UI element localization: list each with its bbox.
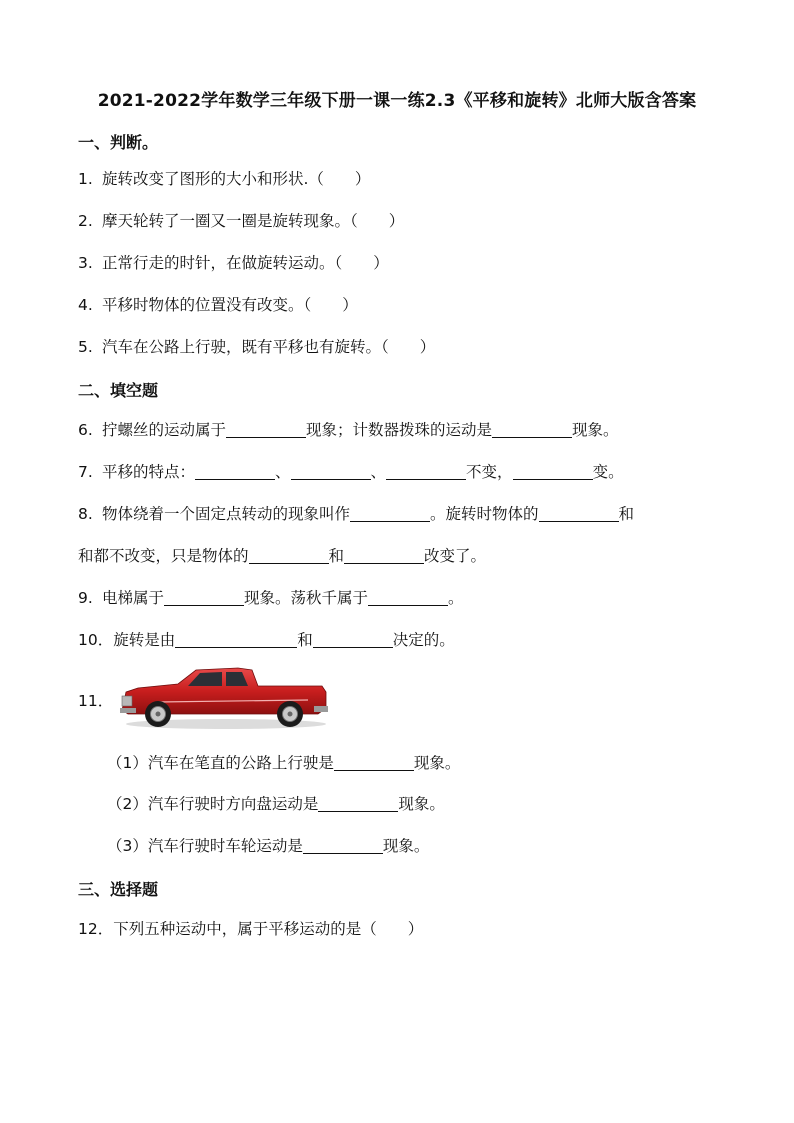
answer-blank[interactable] xyxy=(492,421,572,438)
answer-blank[interactable] xyxy=(226,421,306,438)
question-text: 旋转是由 xyxy=(113,631,176,649)
section-judge-heading: 一、判断。 xyxy=(78,133,159,152)
question-11-part-2 xyxy=(107,793,445,815)
question-text: 旋转改变了图形的大小和形状.（ ） xyxy=(102,170,371,188)
answer-blank[interactable] xyxy=(350,505,430,522)
question-text: 电梯属于 xyxy=(102,589,165,607)
answer-blank[interactable] xyxy=(334,754,414,771)
question-number: 1. xyxy=(78,170,93,188)
answer-blank[interactable] xyxy=(344,547,424,564)
question-number: 5. xyxy=(78,338,93,356)
question-text: 下列五种运动中，属于平移运动的是（ ） xyxy=(113,920,424,938)
question-number: 3. xyxy=(78,254,93,272)
answer-blank[interactable] xyxy=(386,463,466,480)
question-text: 。旋转时物体的 xyxy=(430,505,539,523)
question-text: 拧螺丝的运动属于 xyxy=(102,421,227,439)
question-number: 4. xyxy=(78,296,93,314)
question-text: 现象。 xyxy=(413,754,461,772)
question-8-line-1 xyxy=(78,503,634,525)
question-number: 9. xyxy=(78,589,93,607)
question-text: 、 xyxy=(370,463,387,481)
question-number: 6. xyxy=(78,421,93,439)
question-10 xyxy=(78,629,455,651)
question-12 xyxy=(78,918,423,940)
question-text: 和 xyxy=(618,505,635,523)
question-text: 现象。 xyxy=(398,795,445,813)
question-number: 2. xyxy=(78,212,93,230)
question-number: 10． xyxy=(78,631,114,649)
question-text: 。 xyxy=(448,589,464,607)
question-9 xyxy=(78,587,464,609)
question-text: 变。 xyxy=(592,463,624,481)
question-text: 现象。 xyxy=(572,421,619,439)
question-8-line-2 xyxy=(78,545,486,567)
section-choice-heading: 三、选择题 xyxy=(78,880,159,899)
question-text: （2）汽车行驶时方向盘运动是 xyxy=(107,795,319,813)
answer-blank[interactable] xyxy=(513,463,593,480)
question-1 xyxy=(78,168,370,190)
answer-blank[interactable] xyxy=(539,505,619,522)
question-text: 和都不改变，只是物体的 xyxy=(78,547,249,565)
page-title: 2021-2022学年数学三年级下册一课一练2.3《平移和旋转》北师大版含答案 xyxy=(97,91,697,111)
question-text: 现象；计数器拨珠的运动是 xyxy=(306,421,493,439)
question-text: 不变， xyxy=(466,463,513,481)
question-text: 现象。荡秋千属于 xyxy=(244,589,369,607)
question-text: 现象。 xyxy=(382,837,430,855)
answer-blank[interactable] xyxy=(195,463,275,480)
question-text: 平移的特点： xyxy=(102,463,196,481)
answer-blank[interactable] xyxy=(313,631,393,648)
answer-blank[interactable] xyxy=(368,589,448,606)
question-3 xyxy=(78,252,389,274)
question-text: 物体绕着一个固定点转动的现象叫作 xyxy=(102,505,351,523)
answer-blank[interactable] xyxy=(164,589,244,606)
question-11-number: 11． xyxy=(78,692,114,710)
question-text: （1）汽车在笔直的公路上行驶是 xyxy=(107,754,334,772)
question-text: 正常行走的时针，在做旋转运动。（ ） xyxy=(102,254,389,272)
question-text: 和 xyxy=(297,631,313,649)
question-text: 汽车在公路上行驶，既有平移也有旋转。（ ） xyxy=(102,338,436,356)
question-text: （3）汽车行驶时车轮运动是 xyxy=(107,837,303,855)
question-number: 8. xyxy=(78,505,93,523)
question-text: 决定的。 xyxy=(392,631,455,649)
red-pickup-truck-image xyxy=(118,662,332,732)
question-2 xyxy=(78,210,404,232)
question-text: 和 xyxy=(328,547,345,565)
question-text: 摩天轮转了一圈又一圈是旋转现象。（ ） xyxy=(102,212,405,230)
question-11-part-1 xyxy=(107,752,460,774)
question-number: 12． xyxy=(78,920,114,938)
answer-blank[interactable] xyxy=(249,547,329,564)
question-6 xyxy=(78,419,619,441)
answer-blank[interactable] xyxy=(318,795,398,812)
question-text: 、 xyxy=(275,463,291,481)
answer-blank[interactable] xyxy=(175,631,297,648)
answer-blank[interactable] xyxy=(291,463,371,480)
question-number: 7. xyxy=(78,463,93,481)
question-4 xyxy=(78,294,358,316)
question-7 xyxy=(78,461,624,483)
question-text: 平移时物体的位置没有改变。（ ） xyxy=(102,296,358,314)
section-fill-heading: 二、填空题 xyxy=(78,381,159,400)
question-11-part-3 xyxy=(107,835,429,857)
answer-blank[interactable] xyxy=(303,837,383,854)
question-text: 改变了。 xyxy=(424,547,487,565)
question-5 xyxy=(78,336,435,358)
